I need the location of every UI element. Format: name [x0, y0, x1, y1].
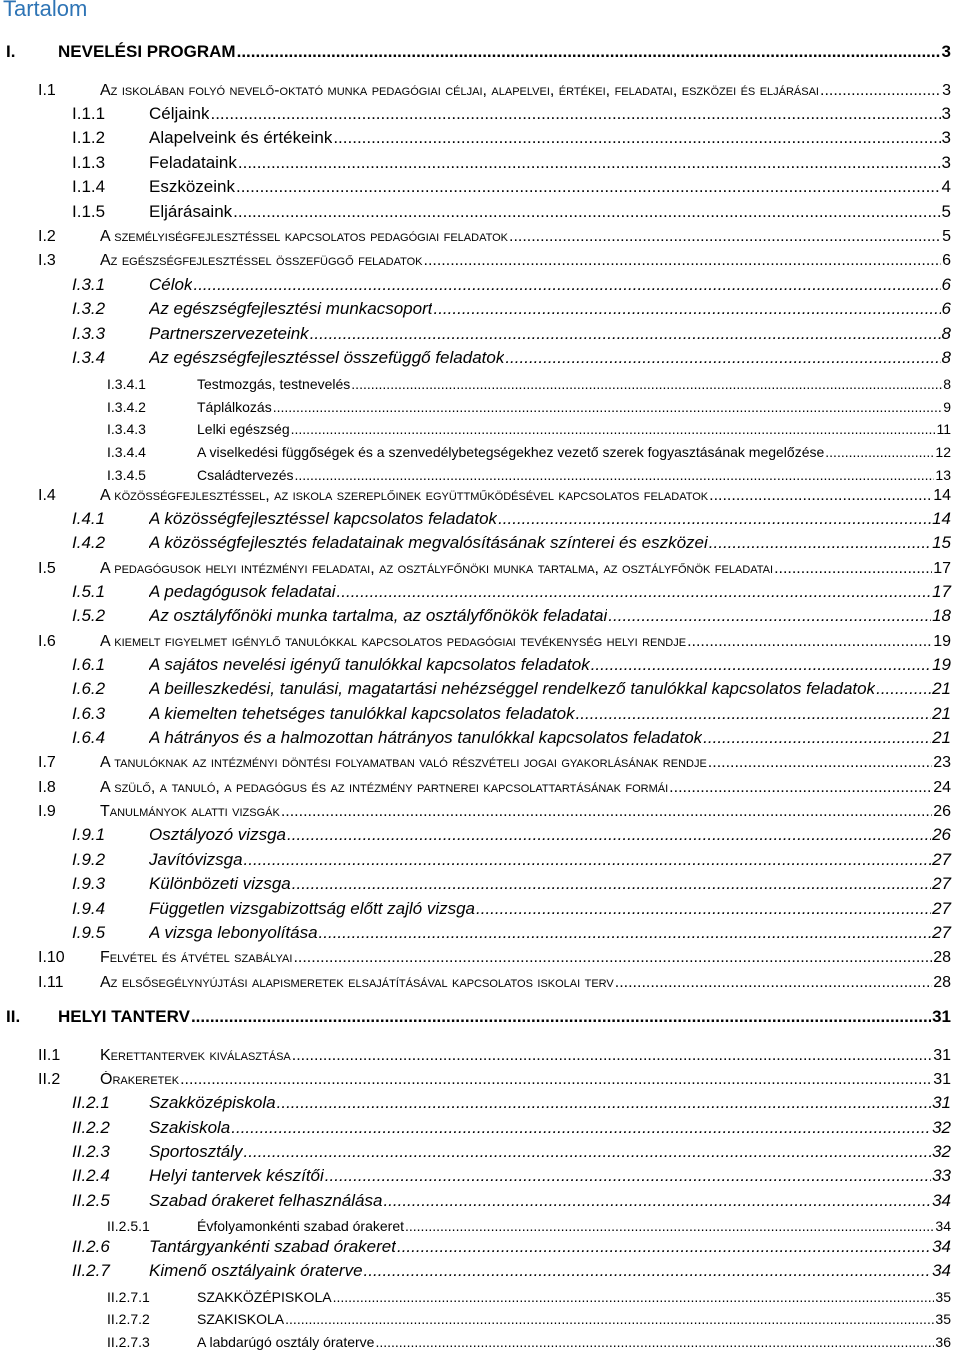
- toc-dot-leader: [237, 42, 941, 62]
- toc-entry-page: 6: [942, 252, 951, 269]
- toc-entry[interactable]: [72, 1138, 951, 1162]
- toc-entry-title: Alapelveink és értékeink: [149, 128, 333, 147]
- toc-entry-title: NEVELÉSI PROGRAM: [58, 42, 236, 61]
- toc-entry-title: Tantárgyankénti szabad órakeret: [149, 1237, 396, 1256]
- toc-entry-page: 28: [933, 949, 951, 966]
- toc-entry[interactable]: [72, 1257, 951, 1281]
- toc-dot-leader: [709, 533, 931, 553]
- toc-entry[interactable]: [72, 173, 951, 197]
- toc-entry-number: I.3.3: [72, 324, 106, 343]
- toc-entry-number: I.4.2: [72, 533, 106, 552]
- toc-entry-page: 6: [941, 275, 951, 294]
- toc-entry-title: Az egészségfejlesztési munkacsoport: [149, 299, 433, 318]
- toc-entry[interactable]: [38, 773, 951, 797]
- toc-entry-number: I.4.1: [72, 509, 106, 528]
- toc-entry-title: Az egészségfejlesztéssel összefüggő feladatok: [149, 348, 505, 367]
- toc-entry[interactable]: [38, 246, 951, 270]
- toc-dot-leader: [310, 324, 941, 344]
- toc-entry-title: SZAKKÖZÉPISKOLA: [197, 1289, 332, 1305]
- toc-entry-page: 3: [941, 104, 951, 123]
- toc-entry[interactable]: [107, 1281, 951, 1305]
- toc-entry-number: I.1.3: [72, 153, 106, 172]
- toc-entry[interactable]: [72, 919, 951, 943]
- toc-entry-number: I.1.2: [72, 128, 106, 147]
- toc-entry-page: 14: [932, 509, 951, 528]
- toc-entry[interactable]: [107, 1326, 951, 1350]
- toc-entry-title: Célok: [149, 275, 193, 294]
- toc-dot-leader: [285, 1311, 934, 1327]
- toc-entry-title: A pedagógusok helyi intézményi feladatai, az osztályfőnöki munka tartalma, az osztályfőnök feladatai: [100, 560, 774, 577]
- toc-entry-page: 23: [933, 754, 951, 771]
- toc-entry-page: 4: [941, 177, 951, 196]
- toc-entry-number: I.3.2: [72, 299, 106, 318]
- toc-entry[interactable]: [72, 344, 951, 368]
- toc-entry-title: A kiemelten tehetséges tanulókkal kapcsolatos feladatok: [149, 704, 575, 723]
- toc-entry-page: 34: [932, 1261, 951, 1280]
- toc-entry[interactable]: [38, 748, 951, 772]
- toc-entry-number: II.2.7.2: [107, 1311, 150, 1327]
- toc-entry-page: 6: [941, 299, 951, 318]
- toc-entry-title: A pedagógusok feladatai: [149, 582, 336, 601]
- toc-entry-number: I.3.4.2: [107, 399, 146, 415]
- toc-entry[interactable]: [72, 295, 951, 319]
- toc-entry-page: 14: [933, 487, 951, 504]
- toc-entry[interactable]: [72, 505, 951, 529]
- toc-entry-title: Kerettantervek kiválasztása: [100, 1047, 291, 1064]
- toc-entry-page: 34: [932, 1237, 951, 1256]
- toc-dot-leader: [293, 949, 932, 967]
- toc-entry-page: 35: [935, 1311, 951, 1327]
- toc-entry[interactable]: [72, 529, 951, 553]
- toc-dot-leader: [337, 582, 932, 602]
- toc-entry[interactable]: [72, 578, 951, 602]
- toc-entry-number: I.6.2: [72, 679, 106, 698]
- toc-dot-leader: [383, 1191, 931, 1211]
- toc-entry-number: I.9.3: [72, 874, 106, 893]
- toc-entry-number: I.3.4.1: [107, 376, 146, 392]
- toc-dot-leader: [876, 679, 931, 699]
- toc-entry-number: II.2.6: [72, 1237, 110, 1256]
- toc-entry[interactable]: [38, 797, 951, 821]
- toc-entry-page: 8: [941, 324, 951, 343]
- toc-dot-leader: [375, 1334, 934, 1350]
- toc-entry[interactable]: [107, 1210, 951, 1234]
- toc-entry-title: Testmozgás, testnevelés: [197, 376, 351, 392]
- toc-entry-number: I.3.4.4: [107, 444, 146, 460]
- toc-entry-title: Az egészségfejlesztéssel összefüggő feladatok: [100, 252, 423, 269]
- toc-entry-page: 33: [932, 1166, 951, 1185]
- toc-entry-title: Javítóvizsga: [149, 850, 243, 869]
- toc-entry-page: 28: [933, 974, 951, 991]
- toc-entry[interactable]: [38, 627, 951, 651]
- toc-entry-page: 35: [935, 1289, 951, 1305]
- toc-entry-page: 18: [932, 606, 951, 625]
- toc-entry-title: Az elsősegélynyújtási alapismeretek elsajátításával kapcsolatos iskolai terv: [100, 974, 614, 991]
- toc-entry[interactable]: [72, 651, 951, 675]
- toc-entry-page: 12: [935, 444, 951, 460]
- toc-entry[interactable]: [6, 1003, 951, 1027]
- toc-entry-title: A beilleszkedési, tanulási, magatartási nehézséggel rendelkező tanulókkal kapcsolatos feladatok: [149, 679, 876, 698]
- toc-entry-number: I.2: [38, 228, 56, 245]
- toc-entry-title: A vizsga lebonyolítása: [149, 923, 318, 942]
- toc-entry-page: 32: [932, 1118, 951, 1137]
- toc-entry-page: 21: [932, 679, 951, 698]
- toc-dot-leader: [703, 728, 931, 748]
- toc-entry-title: Tanulmányok alatti vizsgák: [100, 803, 280, 820]
- toc-entry-number: I.3.4: [72, 348, 106, 367]
- toc-entry-page: 15: [932, 533, 951, 552]
- toc-dot-leader: [233, 202, 940, 222]
- toc-dot-leader: [291, 421, 936, 437]
- toc-entry-page: 3: [941, 128, 951, 147]
- toc-entry[interactable]: [107, 1303, 951, 1327]
- toc-entry-page: 31: [933, 1071, 951, 1088]
- toc-dot-leader: [405, 1218, 934, 1234]
- toc-entry-number: I.3.1: [72, 275, 106, 294]
- toc-dot-leader: [292, 874, 931, 894]
- toc-entry-page: 17: [933, 560, 951, 577]
- toc-dot-leader: [231, 1118, 931, 1138]
- toc-entry-title: Lelki egészség: [197, 421, 290, 437]
- toc-entry[interactable]: [38, 222, 951, 246]
- toc-dot-leader: [397, 1237, 931, 1257]
- toc-dot-leader: [277, 1093, 931, 1113]
- toc-dot-leader: [505, 348, 940, 368]
- toc-entry[interactable]: [107, 368, 951, 392]
- toc-dot-leader: [709, 487, 932, 505]
- toc-entry[interactable]: [38, 1041, 951, 1065]
- toc-entry-number: I.5: [38, 560, 56, 577]
- toc-entry-page: 5: [941, 202, 951, 221]
- toc-entry-page: 31: [932, 1007, 951, 1026]
- toc-entry-number: I.1.4: [72, 177, 106, 196]
- toc-entry-number: I.5.1: [72, 582, 106, 601]
- toc-entry[interactable]: [72, 1114, 951, 1138]
- toc-entry-number: II.2: [38, 1071, 61, 1088]
- toc-entry-page: 27: [932, 874, 951, 893]
- toc-entry-page: 19: [932, 655, 951, 674]
- toc-entry-number: I.1: [38, 82, 56, 99]
- toc-dot-leader: [576, 704, 932, 724]
- toc-entry-title: Szabad órakeret felhasználása: [149, 1191, 383, 1210]
- toc-entry-number: II.2.7: [72, 1261, 110, 1280]
- toc-dot-leader: [238, 153, 941, 173]
- toc-entry-page: 21: [932, 704, 951, 723]
- toc-dot-leader: [687, 633, 932, 651]
- toc-dot-leader: [820, 82, 941, 100]
- toc-entry[interactable]: [72, 124, 951, 148]
- toc-entry-title: Céljaink: [149, 104, 210, 123]
- toc-dot-leader: [351, 376, 942, 392]
- toc-entry[interactable]: [38, 1065, 951, 1089]
- toc-entry-title: Különbözeti vizsga: [149, 874, 291, 893]
- toc-entry-number: II.1: [38, 1047, 61, 1064]
- toc-entry[interactable]: [72, 821, 951, 845]
- toc-entry-title: Helyi tantervek készítői: [149, 1166, 324, 1185]
- toc-entry[interactable]: [107, 436, 951, 460]
- toc-entry-page: 24: [933, 779, 951, 796]
- toc-entry-number: I.11: [38, 974, 64, 991]
- toc-entry-title: Családtervezés: [197, 467, 294, 483]
- toc-entry-title: A közösségfejlesztéssel kapcsolatos feladatok: [149, 509, 498, 528]
- toc-dot-leader: [476, 899, 931, 919]
- toc-entry-title: A kiemelt figyelmet igénylő tanulókkal kapcsolatos pedagógiai tevékenység helyi rendje: [100, 633, 687, 650]
- toc-entry-number: I.6: [38, 633, 56, 650]
- toc-entry-title: SZAKISKOLA: [197, 1311, 285, 1327]
- toc-entry[interactable]: [72, 895, 951, 919]
- toc-entry-number: II.2.7.1: [107, 1289, 150, 1305]
- toc-entry[interactable]: [72, 1162, 951, 1186]
- toc-dot-leader: [825, 444, 934, 460]
- toc-entry-number: I.9.5: [72, 923, 106, 942]
- toc-entry-page: 3: [941, 153, 951, 172]
- toc-entry-number: II.2.7.3: [107, 1334, 150, 1350]
- toc-entry-title: Az osztályfőnöki munka tartalma, az osztályfőnökök feladatai: [149, 606, 608, 625]
- toc-entry-page: 5: [942, 228, 951, 245]
- toc-entry-title: Az iskolában folyó nevelő-oktató munka pedagógiai céljai, alapelvei, értékei, feladatai, eszközei és eljárásai: [100, 82, 819, 99]
- toc-entry-title: A közösségfejlesztés feladatainak megvalósításának színterei és eszközei: [149, 533, 708, 552]
- toc-entry-number: I.9.4: [72, 899, 106, 918]
- toc-entry-number: I.4: [38, 487, 56, 504]
- toc-entry-number: I.3.4.3: [107, 421, 146, 437]
- toc-entry[interactable]: [38, 554, 951, 578]
- toc-entry-title: Évfolyamonkénti szabad órakeret: [197, 1218, 404, 1234]
- toc-entry[interactable]: [72, 1233, 951, 1257]
- toc-entry[interactable]: [107, 391, 951, 415]
- toc-dot-leader: [708, 754, 932, 772]
- toc-entry-number: II.: [6, 1007, 21, 1026]
- toc-entry[interactable]: [72, 198, 951, 222]
- toc-entry[interactable]: [38, 968, 951, 992]
- toc-dot-leader: [244, 1142, 932, 1162]
- toc-dot-leader: [498, 509, 931, 529]
- toc-dot-leader: [333, 128, 940, 148]
- toc-dot-leader: [325, 1166, 931, 1186]
- toc-entry[interactable]: [72, 700, 951, 724]
- toc-entry-title: Független vizsgabizottság előtt zajló vizsga: [149, 899, 476, 918]
- toc-entry-page: 8: [943, 376, 951, 392]
- toc-dot-leader: [591, 655, 931, 675]
- toc-entry[interactable]: [72, 602, 951, 626]
- toc-entry-title: Eljárásaink: [149, 202, 233, 221]
- toc-entry-page: 21: [932, 728, 951, 747]
- toc-entry[interactable]: [72, 149, 951, 173]
- toc-entry-title: A sajátos nevelési igényű tanulókkal kapcsolatos feladatok: [149, 655, 590, 674]
- toc-entry-page: 19: [933, 633, 951, 650]
- toc-entry-title: A tanulóknak az intézményi döntési folyamatban való részvételi jogai gyakorlásának rendje: [100, 754, 707, 771]
- toc-entry[interactable]: [72, 724, 951, 748]
- toc-dot-leader: [193, 275, 940, 295]
- toc-entry-number: I.: [6, 42, 16, 61]
- toc-entry-title: Eszközeink: [149, 177, 235, 196]
- toc-entry-page: 9: [943, 399, 951, 415]
- toc-entry-number: I.9.1: [72, 825, 106, 844]
- toc-entry-number: I.3.4.5: [107, 467, 146, 483]
- toc-entry-title: Partnerszervezeteink: [149, 324, 309, 343]
- toc-entry-number: II.2.4: [72, 1166, 110, 1185]
- toc-entry-title: A viselkedési függőségek és a szenvedélybetegségekhez vezető szerek fogyasztásának megelőzése: [197, 444, 825, 460]
- toc-entry-number: II.2.1: [72, 1093, 110, 1112]
- toc-entry-number: I.6.4: [72, 728, 106, 747]
- toc-entry-title: Órakeretek: [100, 1071, 180, 1088]
- toc-entry-number: II.2.3: [72, 1142, 110, 1161]
- toc-entry[interactable]: [72, 320, 951, 344]
- toc-entry-number: II.2.5: [72, 1191, 110, 1210]
- toc-dot-leader: [319, 923, 932, 943]
- toc-entry-page: 13: [935, 467, 951, 483]
- toc-entry-title: Osztályozó vizsga: [149, 825, 286, 844]
- toc-entry[interactable]: [38, 943, 951, 967]
- toc-dot-leader: [669, 779, 932, 797]
- toc-entry-page: 32: [932, 1142, 951, 1161]
- toc-entry-number: I.9.2: [72, 850, 106, 869]
- toc-entry-page: 34: [935, 1218, 951, 1234]
- toc-entry-title: Szakiskola: [149, 1118, 231, 1137]
- toc-dot-leader: [509, 228, 941, 246]
- toc-entry-page: 31: [933, 1047, 951, 1064]
- toc-dot-leader: [433, 299, 940, 319]
- toc-entry-title: Táplálkozás: [197, 399, 272, 415]
- toc-entry[interactable]: [6, 38, 951, 62]
- toc-title: Tartalom: [3, 0, 88, 21]
- toc-dot-leader: [292, 1047, 932, 1065]
- toc-entry-number: I.7: [38, 754, 56, 771]
- toc-entry-page: 34: [932, 1191, 951, 1210]
- toc-entry-number: I.8: [38, 779, 56, 796]
- toc-entry[interactable]: [107, 413, 951, 437]
- toc-entry-page: 27: [932, 899, 951, 918]
- toc-entry[interactable]: [72, 870, 951, 894]
- toc-entry-page: 8: [941, 348, 951, 367]
- toc-entry-page: 17: [932, 582, 951, 601]
- toc-entry-page: 26: [932, 825, 951, 844]
- toc-entry-title: A hátrányos és a halmozottan hátrányos tanulókkal kapcsolatos feladatok: [149, 728, 703, 747]
- toc-entry-page: 36: [935, 1334, 951, 1350]
- toc-dot-leader: [608, 606, 931, 626]
- toc-entry-title: Kimenő osztályaink óraterve: [149, 1261, 363, 1280]
- toc-entry-page: 3: [942, 82, 951, 99]
- toc-dot-leader: [210, 104, 940, 124]
- toc-entry[interactable]: [72, 846, 951, 870]
- toc-entry-number: I.6.3: [72, 704, 106, 723]
- toc-dot-leader: [774, 560, 932, 578]
- toc-entry-number: I.3: [38, 252, 56, 269]
- toc-entry-number: I.9: [38, 803, 56, 820]
- toc-entry-title: Felvétel és átvétel szabályai: [100, 949, 293, 966]
- toc-entry[interactable]: [38, 76, 951, 100]
- toc-dot-leader: [236, 177, 941, 197]
- toc-entry-number: I.1.5: [72, 202, 106, 221]
- toc-entry[interactable]: [38, 481, 951, 505]
- toc-entry-number: I.5.2: [72, 606, 106, 625]
- toc-entry-title: A közösségfejlesztéssel, az iskola szereplőinek együttműködésével kapcsolatos feladatok: [100, 487, 709, 504]
- toc-entry-title: HELYI TANTERV: [58, 1007, 190, 1026]
- toc-entry-page: 11: [936, 421, 951, 437]
- toc-entry-page: 3: [941, 42, 951, 61]
- toc-entry-title: Szakközépiskola: [149, 1093, 276, 1112]
- toc-entry-number: I.6.1: [72, 655, 106, 674]
- toc-entry[interactable]: [72, 271, 951, 295]
- toc-entry-title: A szülő, a tanuló, a pedagógus és az intézmény partnerei kapcsolattartásának formái: [100, 779, 669, 796]
- toc-entry-title: A személyiségfejlesztéssel kapcsolatos pedagógiai feladatok: [100, 228, 508, 245]
- toc-dot-leader: [364, 1261, 932, 1281]
- toc-entry-number: I.10: [38, 949, 65, 966]
- toc-dot-leader: [287, 825, 931, 845]
- toc-entry-title: Sportosztály: [149, 1142, 243, 1161]
- toc-entry-page: 27: [932, 850, 951, 869]
- toc-entry-page: 31: [932, 1093, 951, 1112]
- toc-entry[interactable]: [72, 100, 951, 124]
- toc-dot-leader: [615, 974, 932, 992]
- toc-entry-number: II.2.2: [72, 1118, 110, 1137]
- toc-entry-title: A labdarúgó osztály óraterve: [197, 1334, 375, 1350]
- toc-dot-leader: [191, 1007, 931, 1027]
- toc-entry-page: 27: [932, 923, 951, 942]
- toc-entry[interactable]: [72, 675, 951, 699]
- toc-entry-title: Feladataink: [149, 153, 237, 172]
- toc-entry-number: II.2.5.1: [107, 1218, 150, 1234]
- toc-dot-leader: [424, 252, 942, 270]
- toc-entry-page: 26: [933, 803, 951, 820]
- toc-dot-leader: [180, 1071, 932, 1089]
- toc-entry[interactable]: [72, 1089, 951, 1113]
- toc-dot-leader: [244, 850, 932, 870]
- toc-entry[interactable]: [72, 1187, 951, 1211]
- toc-entry[interactable]: [107, 459, 951, 483]
- toc-dot-leader: [281, 803, 932, 821]
- toc-entry-number: I.1.1: [72, 104, 106, 123]
